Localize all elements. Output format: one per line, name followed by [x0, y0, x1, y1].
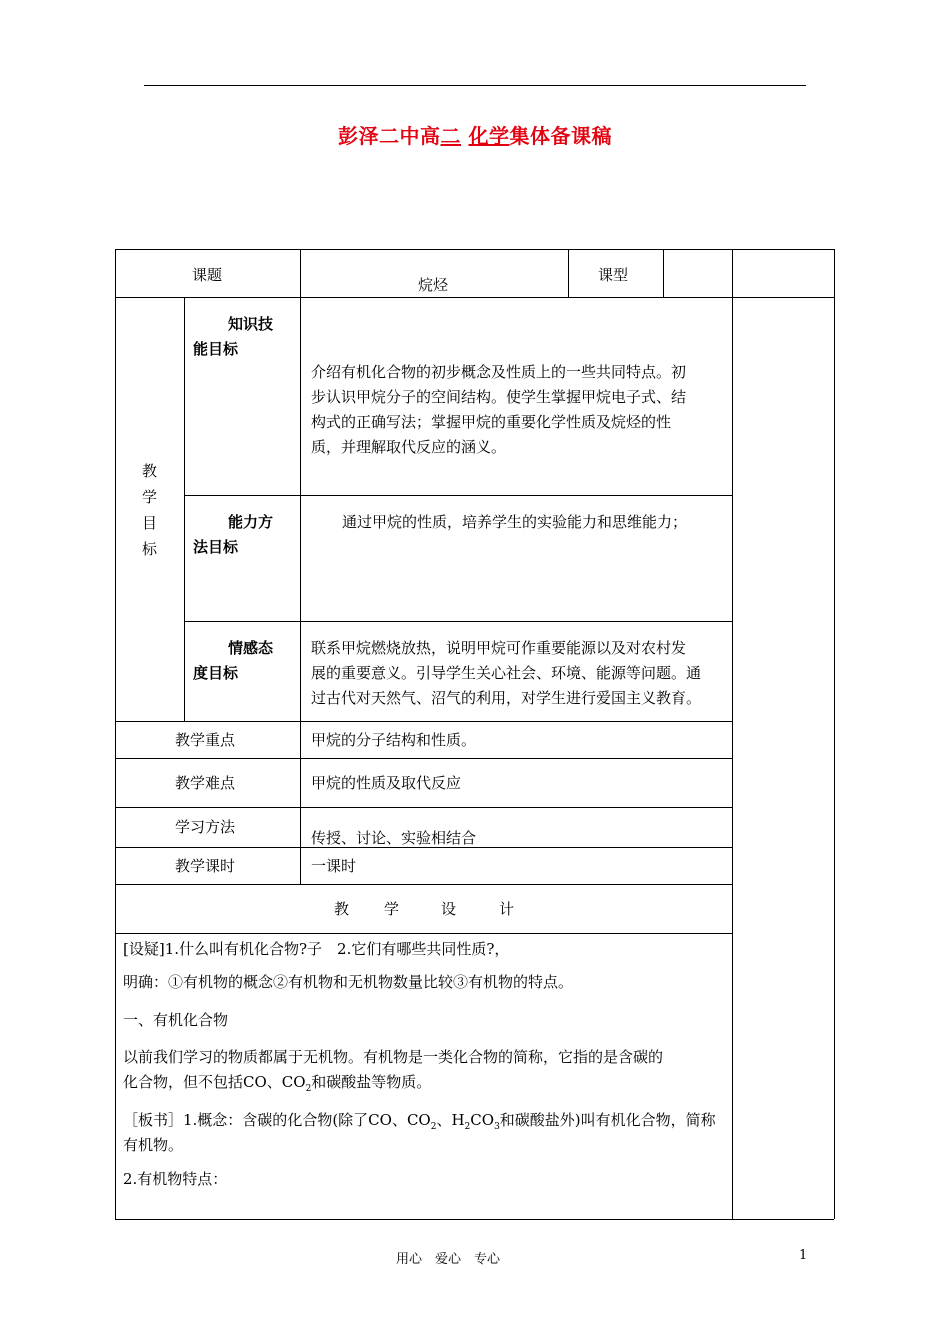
- hours-label: 教学课时: [175, 857, 236, 875]
- clarify-line: 明确：①有机物的概念②有机物和无机物数量比较③有机物的特点。: [123, 973, 574, 991]
- method-value: 传授、讨论、实验相结合: [311, 829, 477, 847]
- difficulty-value: 甲烷的性质及取代反应: [311, 774, 462, 792]
- emotion-label-1: 情感态: [228, 639, 274, 657]
- ability-label-2: 法目标: [193, 538, 239, 556]
- paragraph-line-1: 以前我们学习的物质都属于无机物。有机物是一类化合物的简称，它指的是含碳的: [123, 1048, 664, 1066]
- type-label: 课型: [598, 266, 629, 284]
- emotion-text-2: 展的重要意义。引导学生关心社会、环境、能源等问题。通: [311, 664, 702, 682]
- paragraph-line-2: 化合物，但不包括CO、$CO_2$和碳酸盐等物质。: [123, 1073, 432, 1094]
- emotion-label-2: 度目标: [193, 664, 239, 682]
- design-heading-2: 学: [384, 900, 400, 918]
- board-line-1: ［板书］1.概念：含碳的化合物(除了CO、$CO_2$、$H_2CO_3$和碳酸盐外)叫有机化合物，简称: [123, 1111, 716, 1132]
- page-number: 1: [799, 1248, 808, 1263]
- ability-text: 通过甲烷的性质，培养学生的实验能力和思维能力；: [342, 513, 688, 531]
- difficulty-label: 教学难点: [175, 774, 236, 792]
- key-value: 甲烷的分子结构和性质。: [311, 731, 477, 749]
- topic-value: 烷烃: [418, 276, 449, 294]
- objectives-label-1: 教: [142, 462, 158, 480]
- knowledge-label-1: 知识技: [228, 315, 274, 333]
- objectives-label-2: 学: [142, 488, 158, 506]
- footer-motto: 用心 爱心 专心: [396, 1252, 501, 1267]
- question-line: [设疑]1.什么叫有机化合物?子 2.它们有哪些共同性质?，: [123, 940, 510, 958]
- emotion-text-1: 联系甲烷燃烧放热，说明甲烷可作重要能源以及对农村发: [311, 639, 687, 657]
- design-heading-3: 设: [441, 900, 457, 918]
- title-subject: 化学: [468, 124, 510, 148]
- title-grade: 二: [440, 124, 462, 148]
- knowledge-text-4: 质，并理解取代反应的涵义。: [311, 438, 507, 456]
- knowledge-text-2: 步认识甲烷分子的空间结构。使学生掌握甲烷电子式、结: [311, 388, 687, 406]
- topic-label: 课题: [192, 266, 223, 284]
- knowledge-label-2: 能目标: [193, 340, 239, 358]
- knowledge-text-3: 构式的正确写法；掌握甲烷的重要化学性质及烷烃的性: [311, 413, 672, 431]
- feature-heading: 2.有机物特点：: [123, 1170, 228, 1188]
- section-heading: 一、有机化合物: [123, 1011, 229, 1029]
- page-title: 彭泽二中高二 化学集体备课稿: [338, 124, 612, 148]
- emotion-text-3: 过古代对天然气、沼气的利用，对学生进行爱国主义教育。: [311, 689, 702, 707]
- method-label: 学习方法: [175, 818, 236, 836]
- knowledge-text-1: 介绍有机化合物的初步概念及性质上的一些共同特点。初: [311, 363, 687, 381]
- header-rule: [144, 85, 806, 86]
- board-line-2: 有机物。: [123, 1136, 184, 1154]
- objectives-label-4: 标: [142, 540, 158, 558]
- ability-label-1: 能力方: [228, 513, 274, 531]
- hours-value: 一课时: [311, 857, 357, 875]
- design-heading-1: 教: [334, 900, 350, 918]
- design-heading-4: 计: [499, 900, 515, 918]
- objectives-label-3: 目: [142, 514, 158, 532]
- key-label: 教学重点: [175, 731, 236, 749]
